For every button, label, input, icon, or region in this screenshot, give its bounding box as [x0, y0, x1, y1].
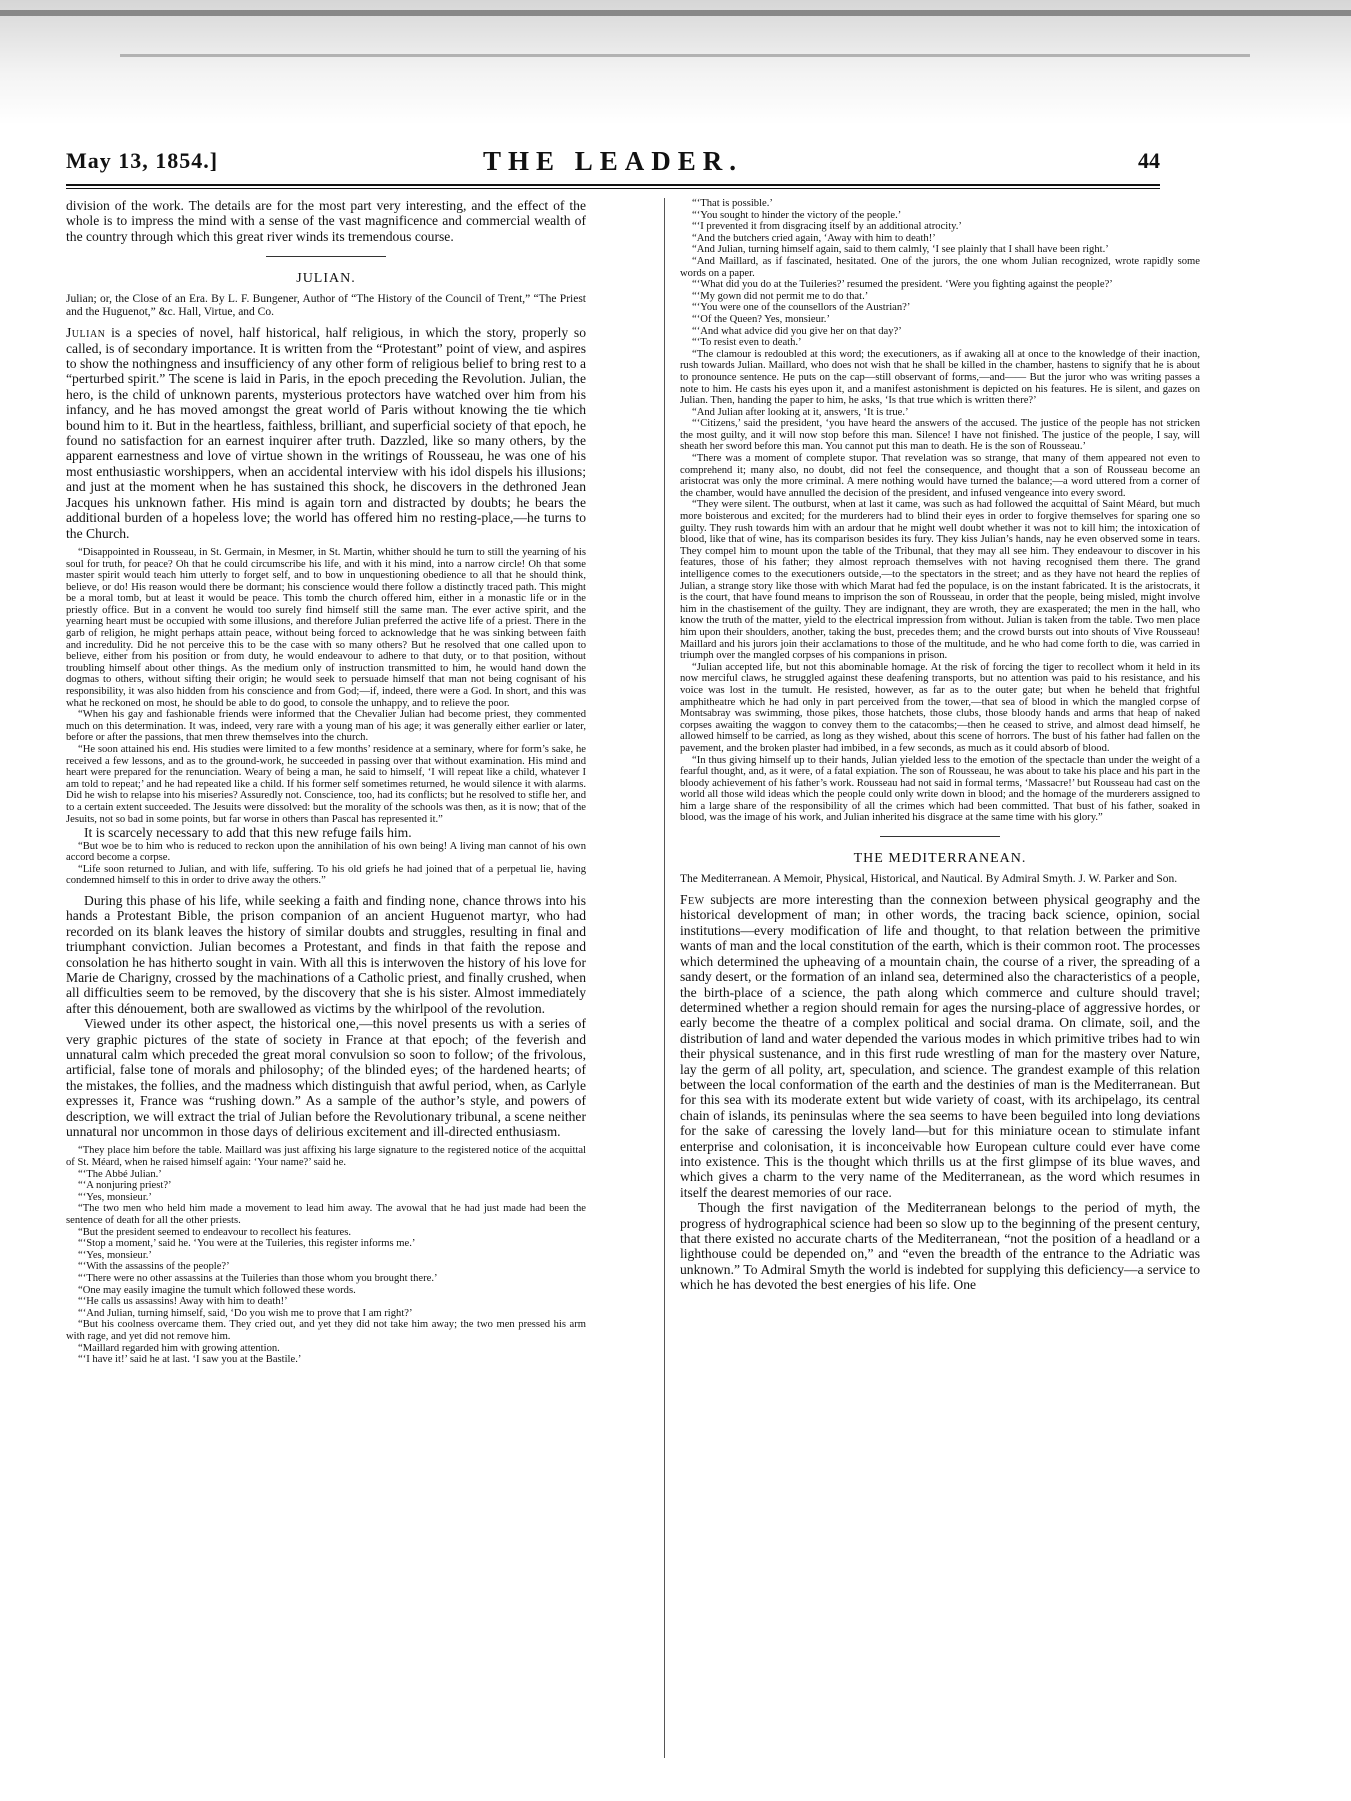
julian-paragraph-3: During this phase of his life, while seeking a faith and finding none, chance throws into his hands a Protestant Bible, the prison companion of an ancient Huguenot martyr, who had recorded on its blank leaves the history of similar doubts and struggles, resulting in final and triumphant conviction. Julian becomes a Protestant, and finds in that faith the repose and consolation he has hitherto sought in vain. With all this is interwoven the history of his love for Marie de Charigny, crossed by the machinations of a Catholic priest, and finally crushed, when all difficulties seem to be removed, by the discovery that she is his sister. Almost immediately after this dénouement, both are swallowed as victims by the whirlpool of the revolution.: [66, 892, 586, 1016]
trial-line: “But the president seemed to endeavour to recollect his features.: [78, 1226, 351, 1238]
quote-4: “But woe be to him who is reduced to reckon upon the annihilation of his own being! A living man cannot of his own accord become a corpse.: [66, 840, 586, 864]
trial-line: “One may easily imagine the tumult which followed these words.: [78, 1284, 356, 1296]
julian-paragraph-2: It is scarcely necessary to add that this new refuge fails him.: [84, 825, 412, 841]
mediterranean-bibliography: The Mediterranean. A Memoir, Physical, Historical, and Nautical. By Admiral Smyth. J. W. Parker and Son.: [680, 873, 1178, 886]
issue-date: May 13, 1854.]: [66, 148, 219, 173]
trial-line: “‘To resist even to death.’: [692, 337, 802, 349]
quote-5: “Life soon returned to Julian, and with life, suffering. To his old griefs he had joined that of a perpetual lie, having condemned himself to this in order to drive away the others.”: [66, 863, 586, 887]
julian-heading: JULIAN.: [296, 271, 356, 287]
trial-line: “‘He calls us assassins! Away with him to death!’: [78, 1296, 288, 1308]
trial-line: “And Julian after looking at it, answers, ‘It is true.’: [692, 406, 909, 418]
column-divider: [664, 198, 665, 1758]
trial-line: “And the butchers cried again, ‘Away with him to death!’: [692, 232, 936, 244]
scan-edge-artifact: [0, 0, 1351, 125]
review-continuation: division of the work. The details are for the most part very interesting, and the effect of the whole is to impress the mind with a sense of the vast magnificence and commercial wealth of the country through which this great river winds its tremendous course.: [66, 198, 586, 244]
quote-1: “Disappointed in Rousseau, in St. Germain, in Mesmer, in St. Martin, whither should he turn to still the yearning of his soul for truth, for peace? Oh that he could circumscribe his life, and with it his mind, into a narrow circle! Oh that some master spirit would teach him utterly to forget self, and to bow in unquestioning obedience to all that he should think, believe, or do! His reason would there be dormant; his conscience would there follow a distinctly traced path. This might be a moral tomb, but at least it would be peace. This tomb the church offered him, either in a monastic life or in the priestly office. But in a convent he would too surely find himself still the same man. The ever active spirit, and the yearning heart must be occupied with some illusions, and therefore Julian preferred the active life of a priest. There in the garb of religion, he might perhaps attain peace, without being forced to acknowledge that he was sinking between faith and incredulity. Did he not perceive this to be the case with so many others? But he resolved that one called upon to believe, either from his position or from duty, he would endeavour to adhere to that duty, or to that position, without troubling himself about other things. As the medium only of instruction transmitted to him, he would hand down the dogmas to others, without sifting their origin; he would seek to persuade himself that man not being cognisant of his responsibility, it was also hidden from his conscience and from God;—if, indeed, there were a God. In short, and this was what he reckoned on most, he should be able to do good, to console the unhappy, and to relieve the poor.: [66, 546, 586, 709]
trial-paragraph: “Julian accepted life, but not this abominable homage. At the risk of forcing the tiger to recollect whom it held in its now merciful claws, he struggled against these deafening transports, but no attention was paid to his resistance, and his voice was lost in the tumult. He resisted, however, as far as to the outer gate; but when he beheld that frightful amphitheatre which he had only in part perceived from the tower,—that sea of blood in which the mangled corpse of Montsabray was swimming, those pikes, those hatchets, those clubs, those bloody hands and arms that heap of naked corpses awaiting the waggon to convey them to the catacombs;—then he ceased to strive, and almost dead himself, he allowed himself to be carried, as long as they wished, about this scene of horrors. The bust of his father had fallen on the pavement, and the broken plaster had imbibed, in a few seconds, as much as it could absorb of blood.: [680, 661, 1200, 754]
left-column: [66, 198, 586, 1754]
julian-paragraph-1-text: is a species of novel, half historical, half religious, in which the story, properly so called, is of secondary importance. It is written from the “Protestant” point of view, and aspires to show the nothingness and insufficiency of any other form of religious belief to bring rest to a “perturbed spirit.” The scene is laid in Paris, in the epoch preceding the Revolution. Julian, the hero, is the child of unknown parents, mysterious protectors have watched over him from his infancy, and he has moved amongst the great world of Paris without knowing the tie which bound him to it. But in the heartless, faithless, brilliant, and superficial society of that epoch, he found no satisfaction for an earnest inquirer after truth. Dazzled, like so many others, by the apparent earnestness and love of virtue shown in the writings of Rousseau, he was one of his most enthusiastic worshippers, when an accidental interview with his idol dispels his illusions; and just at the moment when he has sustained this shock, he discovers in the dethroned Jean Jacques his unknown father. His mind is again torn and distracted by doubts; he bears the additional burden of a hopeless love; the world has offered him no resting-place,—he turns to the Church.: [66, 325, 586, 541]
drop-word: Julian: [66, 325, 106, 341]
trial-line: “‘Stop a moment,’ said he. ‘You were at the Tuileries, this register informs me.’: [78, 1238, 416, 1250]
drop-word: Few: [680, 892, 705, 908]
trial-line: “‘And what advice did you give her on that day?’: [692, 325, 902, 337]
trial-line: “‘Of the Queen? Yes, monsieur.’: [692, 313, 830, 325]
quote-2: “When his gay and fashionable friends were informed that the Chevalier Julian had become priest, they commented much on this determination. It was, indeed, very rare with a young man of his age; it was generally either earlier or later, before or after the passions, that men threw themselves into the church.: [66, 709, 586, 744]
mediterranean-paragraph-1: [680, 892, 1200, 1200]
trial-paragraph: “‘Citizens,’ said the president, ‘you have heard the answers of the accused. The justice of the people has not stricken the most guilty, and it will now stop before this man. Silence! I have not finished. The justice of the people, I say, will sheath her sword before this man. You cannot put this man to death. He is the son of Rousseau.’: [680, 418, 1200, 453]
trial-paragraph: “There was a moment of complete stupor. That revelation was so strange, that many of them appeared not even to comprehend it; many also, no doubt, did not feel the consequence, and thought that a son of Rousseau become an aristocrat was only the more criminal. A mere nothing would have turned the balance;—a word uttered from a corner of the chamber, would have annulled the decision of the president, and infused vengeance into every sword.: [680, 453, 1200, 499]
julian-paragraph-4: Viewed under its other aspect, the historical one,—this novel presents us with a series of very graphic pictures of the state of society in France at that epoch; of the feverish and unnatural calm which preceded the great moral convulsion so soon to follow; of the frivolous, artificial, false tone of morals and philosophy; of the blinded eyes; of the hardened hearts; of the mistakes, the follies, and the madness which distinguish that awful period, when, as Carlyle expresses it, France was “rushing down.” As a sample of the author’s style, and powers of description, we will extract the trial of Julian before the Revolutionary tribunal, a scene neither unnatural nor uncommon in those days of delirious excitement and ill-directed enthusiasm.: [66, 1016, 586, 1140]
trial-line: “‘The Abbé Julian.’: [78, 1168, 162, 1180]
masthead-rule: [66, 184, 1160, 186]
mediterranean-heading: THE MEDITERRANEAN.: [853, 851, 1027, 867]
section-rule: [266, 256, 386, 257]
trial-paragraph: “The clamour is redoubled at this word; the executioners, as if awaking all at once to the knowledge of their inaction, rush towards Julian. Maillard, who does not wish that he shall be killed in the chamber, hastens to signify that he is about to pronounce sentence. He puts on the cap—still observant of forms,—and—— But the juror who was writing passes a note to him. He casts his eyes upon it, and a manifest astonishment is depicted on his features. He is silent, and gazes on Julian. Then, handing the paper to him, he asks, ‘Is that true which is written there?’: [680, 348, 1200, 407]
trial-line: “‘With the assassins of the people?’: [78, 1261, 230, 1273]
trial-line: “‘My gown did not permit me to do that.’: [692, 290, 869, 302]
trial-line: “‘You sought to hinder the victory of the people.’: [692, 209, 902, 221]
trial-line: “‘There were no other assassins at the Tuileries than those whom you brought there.’: [78, 1272, 438, 1284]
masthead-rule-thin: [66, 188, 1160, 189]
trial-line: “‘I prevented it from disgracing itself by an additional atrocity.’: [692, 221, 962, 233]
julian-bibliography: Julian; or, the Close of an Era. By L. F. Bungener, Author of “The History of the Council of Trent,” “The Priest and the Huguenot,” &c. Hall, Virtue, and Co.: [66, 293, 586, 319]
newspaper-title: THE LEADER.: [482, 146, 744, 176]
trial-line: “‘Yes, monsieur.’: [78, 1191, 152, 1203]
trial-line: “‘Yes, monsieur.’: [78, 1249, 152, 1261]
trial-paragraph: “In thus giving himself up to their hands, Julian yielded less to the emotion of the spectacle than under the weight of a fearful thought, and, as it were, of a fatal expiation. The son of Rousseau, he was about to take his place and his part in the bloody achievement of his father’s work. Rousseau had not said in formal terms, ‘Massacre!’ but Rousseau had cast on the world all those wild ideas which the people could only write down in blood; and the homage of the murderers assigned to him a large share of the responsibility of all the crimes which had been committed. That bust of his father, soaked in blood, was the image of his work, and Julian inherited his disgrace at the same time with his glory.”: [680, 754, 1200, 824]
trial-line: “And Maillard, as if fascinated, hesitated. One of the jurors, the one whom Julian recognized, wrote rapidly some words on a paper.: [680, 255, 1200, 279]
right-column: [680, 198, 1200, 1754]
trial-line: “‘What did you do at the Tuileries?’ resumed the president. ‘Were you fighting against the people?’: [692, 279, 1113, 291]
trial-line: “Maillard regarded him with growing attention.: [78, 1342, 280, 1354]
trial-line: “The two men who held him made a movement to lead him away. The avowal that he had just made had been the sentence of death for all the other priests.: [66, 1203, 586, 1226]
mediterranean-paragraph-1-text: subjects are more interesting than the connexion between physical geography and the historical development of man; in other words, the tracing back science, opinion, social institutions—every modification of life and thought, to that relation between the primitive wants of man and the local constitution of the earth, which is their common root. The processes which determined the upheaving of a mountain chain, the course of a river, the spreading of a sandy desert, or the formation of an inland sea, determined also the characteristics of a people, the birth-place of a science, the path along which commerce and culture should travel; determined whether a region should remain for ages the nursing-place of aggressive hordes, or early become the theatre of a complex political and social drama. On climate, soil, and the distribution of land and water depended the various modes in which primitive tribes had to win their physical sustenance, and in this first rude wrestling of man for the mastery over Nature, lay the germ of all polity, art, speculation, and science. The grandest example of this relation between the local conformation of the earth and the destinies of man is the Mediterranean. But for this sea with its moderate extent but wide variety of coast, with its archipelago, its central chain of islands, its peninsulas where the sea seems to have been beguiled into long deviations for the sake of caressing the lovely land—but for this miniature ocean to stimulate infant enterprise and colonisation, it is inconceivable how European culture could ever have come into existence. This is the thought which thrills us at the first glimpse of its blue waves, and which gives a charm to the very name of the Mediterranean, as the word which resumes in itself the dearest memories of our race.: [680, 892, 1200, 1200]
quote-3: “He soon attained his end. His studies were limited to a few months’ residence at a seminary, where for form’s sake, he received a few lessons, and as to the ground-work, he succeeded in passing over that without examination. His mind and heart were prepared for the renunciation. Weary of being a man, he said to himself, ‘I will repeat like a child, whatever I am told to repeat;’ and he had repeated like a child. If his former self sometimes returned, he would silence it with alarms. Did he wish to relapse into his miseries? Assuredly not. Conscience, too, had its conflicts; but he resolved to stifle her, and to a certain extent succeeded. The Jesuits were dissolved: but the morality of the schools was then, as it is now; that of the Jesuits, not so bad in some points, but far worse in others than Pascal has represented it.”: [66, 744, 586, 825]
masthead: [66, 148, 1160, 178]
trial-paragraph: “They were silent. The outburst, when at last it came, was such as had followed the acquittal of Saint Méard, but much more boisterous and excited; for the murderers had to blind their eyes in order to forgive themselves for sparing one so guilty. They rush towards him with an ardour that he might well doubt whether it was not to kill him; the intoxication of blood, like that of wine, has its comparison besides its fury. They kiss Julian’s hands, nay he even observed some in tears. They compel him to mount upon the table of the Tribunal, that they may all see him. They endeavour to discover in his features, those of his father; they almost reproach themselves with not having recognised them there. The grand intelligence comes to the executioners outside,—to the spectators in the street; and as they have not heard the replies of Julian, a strange story like those with which Marat had fed the populace, is on the instant fabricated. It is the aristocrats, it is the court, that have found means to imprison the son of Rousseau, in order that the people, being misled, might involve him in the chastisement of the guilty. They are indignant, they are wroth, they are exasperated; the men in the hall, who know the truth of the matter, yield to the electrical impression from without. Julian is taken from the table. Two men place him upon their shoulders, another, taking the bust, precedes them; and the crowd bursts out into shouts of Vive Rousseau! Maillard and his jurors join their acclamations to those of the multitude, and he who had come forth to die, was carried in triumph over the mangled corpses of his companions in prison.: [680, 499, 1200, 662]
trial-line: “‘You were one of the counsellors of the Austrian?’: [692, 302, 911, 314]
mediterranean-paragraph-2: Though the first navigation of the Mediterranean belongs to the period of myth, the progress of hydrographical science had been so slow up to the beginning of the present century, that there existed no accurate charts of the Mediterranean, “not the position of a headland or a lighthouse could be depended on,” and “even the breadth of the entrance to the Adriatic was unknown.” To Admiral Smyth the world is indebted for supplying this deficiency—a service to which he has devoted the best energies of his life. One: [680, 1200, 1200, 1293]
trial-line: “But his coolness overcame them. They cried out, and yet they did not take him away; the two men pressed his arm with rage, and yet did not remove him.: [66, 1319, 586, 1342]
trial-line: “‘That is possible.’: [692, 198, 773, 209]
trial-extract-continued: [680, 198, 1200, 824]
trial-line: “They place him before the table. Maillard was just affixing his large signature to the registered notice of the acquittal of St. Méard, when he raised himself again: ‘Your name?’ said he.: [66, 1145, 586, 1169]
page-number: 44: [1138, 148, 1160, 173]
section-rule: [880, 836, 1000, 837]
trial-line: “And Julian, turning himself again, said to them calmly, ‘I see plainly that I shall have been right.’: [692, 244, 1109, 256]
trial-line: “‘A nonjuring priest?’: [78, 1180, 172, 1192]
trial-extract: [66, 1145, 586, 1365]
trial-line: “‘And Julian, turning himself, said, ‘Do you wish me to prove that I am right?’: [78, 1307, 413, 1319]
julian-paragraph-1: [66, 325, 586, 541]
trial-line: “‘I have it!’ said he at last. ‘I saw you at the Bastile.’: [78, 1354, 302, 1366]
